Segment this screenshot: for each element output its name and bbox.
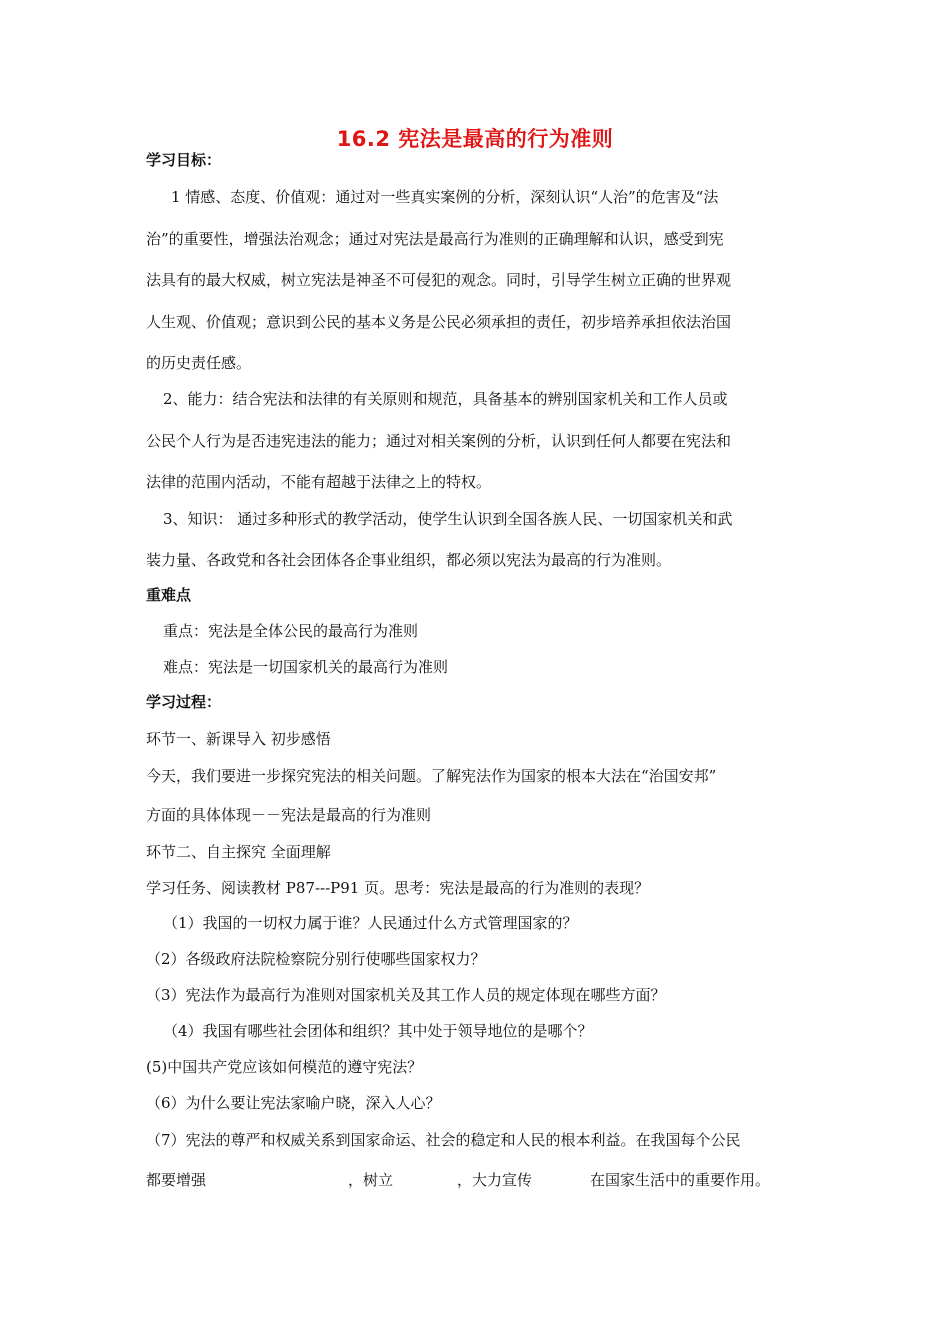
fill-text-part: ，树立 [348,1171,394,1189]
intro-line: 方面的具体体现－－宪法是最高的行为准则 [146,806,432,824]
goals-p2-line: 2、能力：结合宪法和法律的有关原则和规范，具备基本的辨别国家机关和工作人员或 [163,390,728,408]
fill-text-part: 在国家生活中的重要作用。 [590,1171,771,1189]
page-title: 16.2 宪法是最高的行为准则 [336,127,614,151]
goals-p1-line: 法具有的最大权威，树立宪法是神圣不可侵犯的观念。同时，引导学生树立正确的世界观 [146,271,732,289]
step-2: 环节二、自主探究 全面理解 [146,843,331,861]
question-item: （7）宪法的尊严和权威关系到国家命运、社会的稳定和人民的根本利益。在我国每个公民 [146,1131,741,1149]
intro-line: 今天，我们要进一步探究宪法的相关问题。了解宪法作为国家的根本大法在“治国安邦” [146,767,717,785]
study-task: 学习任务、阅读教材 P87---P91 页。思考：宪法是最高的行为准则的表现？ [146,879,650,897]
fill-text-part: 都要增强 [146,1171,207,1189]
key-difficult-heading: 重难点 [146,586,192,604]
key-point: 重点：宪法是全体公民的最高行为准则 [163,622,419,640]
goals-p3-line: 3、知识： 通过多种形式的教学活动，使学生认识到全国各族人民、一切国家机关和武 [163,510,733,528]
question-item: （2）各级政府法院检察院分别行使哪些国家权力？ [146,950,486,968]
goals-p2-line: 公民个人行为是否违宪违法的能力；通过对相关案例的分析，认识到任何人都要在宪法和 [146,432,732,450]
step-1: 环节一、新课导入 初步感悟 [146,730,331,748]
question-item: （3）宪法作为最高行为准则对国家机关及其工作人员的规定体现在哪些方面？ [146,986,666,1004]
goals-p1-line: 的历史责任感。 [146,354,252,372]
goals-p1-line: 1 情感、态度、价值观：通过对一些真实案例的分析，深刻认识“人治”的危害及“法 [171,188,719,206]
process-heading: 学习过程： [146,693,222,711]
question-item: （6）为什么要让宪法家喻户晓，深入人心？ [146,1094,441,1112]
goals-p2-line: 法律的范围内活动，不能有超越于法律之上的特权。 [146,473,492,491]
goals-p1-line: 人生观、价值观；意识到公民的基本义务是公民必须承担的责任，初步培养承担依法治国 [146,313,732,331]
question-item: （4）我国有哪些社会团体和组织？其中处于领导地位的是哪个？ [163,1022,593,1040]
goals-heading: 学习目标： [146,151,222,169]
fill-text-part: ，大力宣传 [457,1171,533,1189]
question-item: （1）我国的一切权力属于谁？人民通过什么方式管理国家的？ [163,914,578,932]
goals-p1-line: 治”的重要性，增强法治观念；通过对宪法是最高行为准则的正确理解和认识，感受到宪 [146,230,724,248]
goals-p3-line: 装力量、各政党和各社会团体各企事业组织，都必须以宪法为最高的行为准则。 [146,551,672,569]
question-item: (5)中国共产党应该如何模范的遵守宪法？ [146,1058,423,1076]
fill-in-line [146,1170,816,1190]
difficult-point: 难点：宪法是一切国家机关的最高行为准则 [163,658,449,676]
